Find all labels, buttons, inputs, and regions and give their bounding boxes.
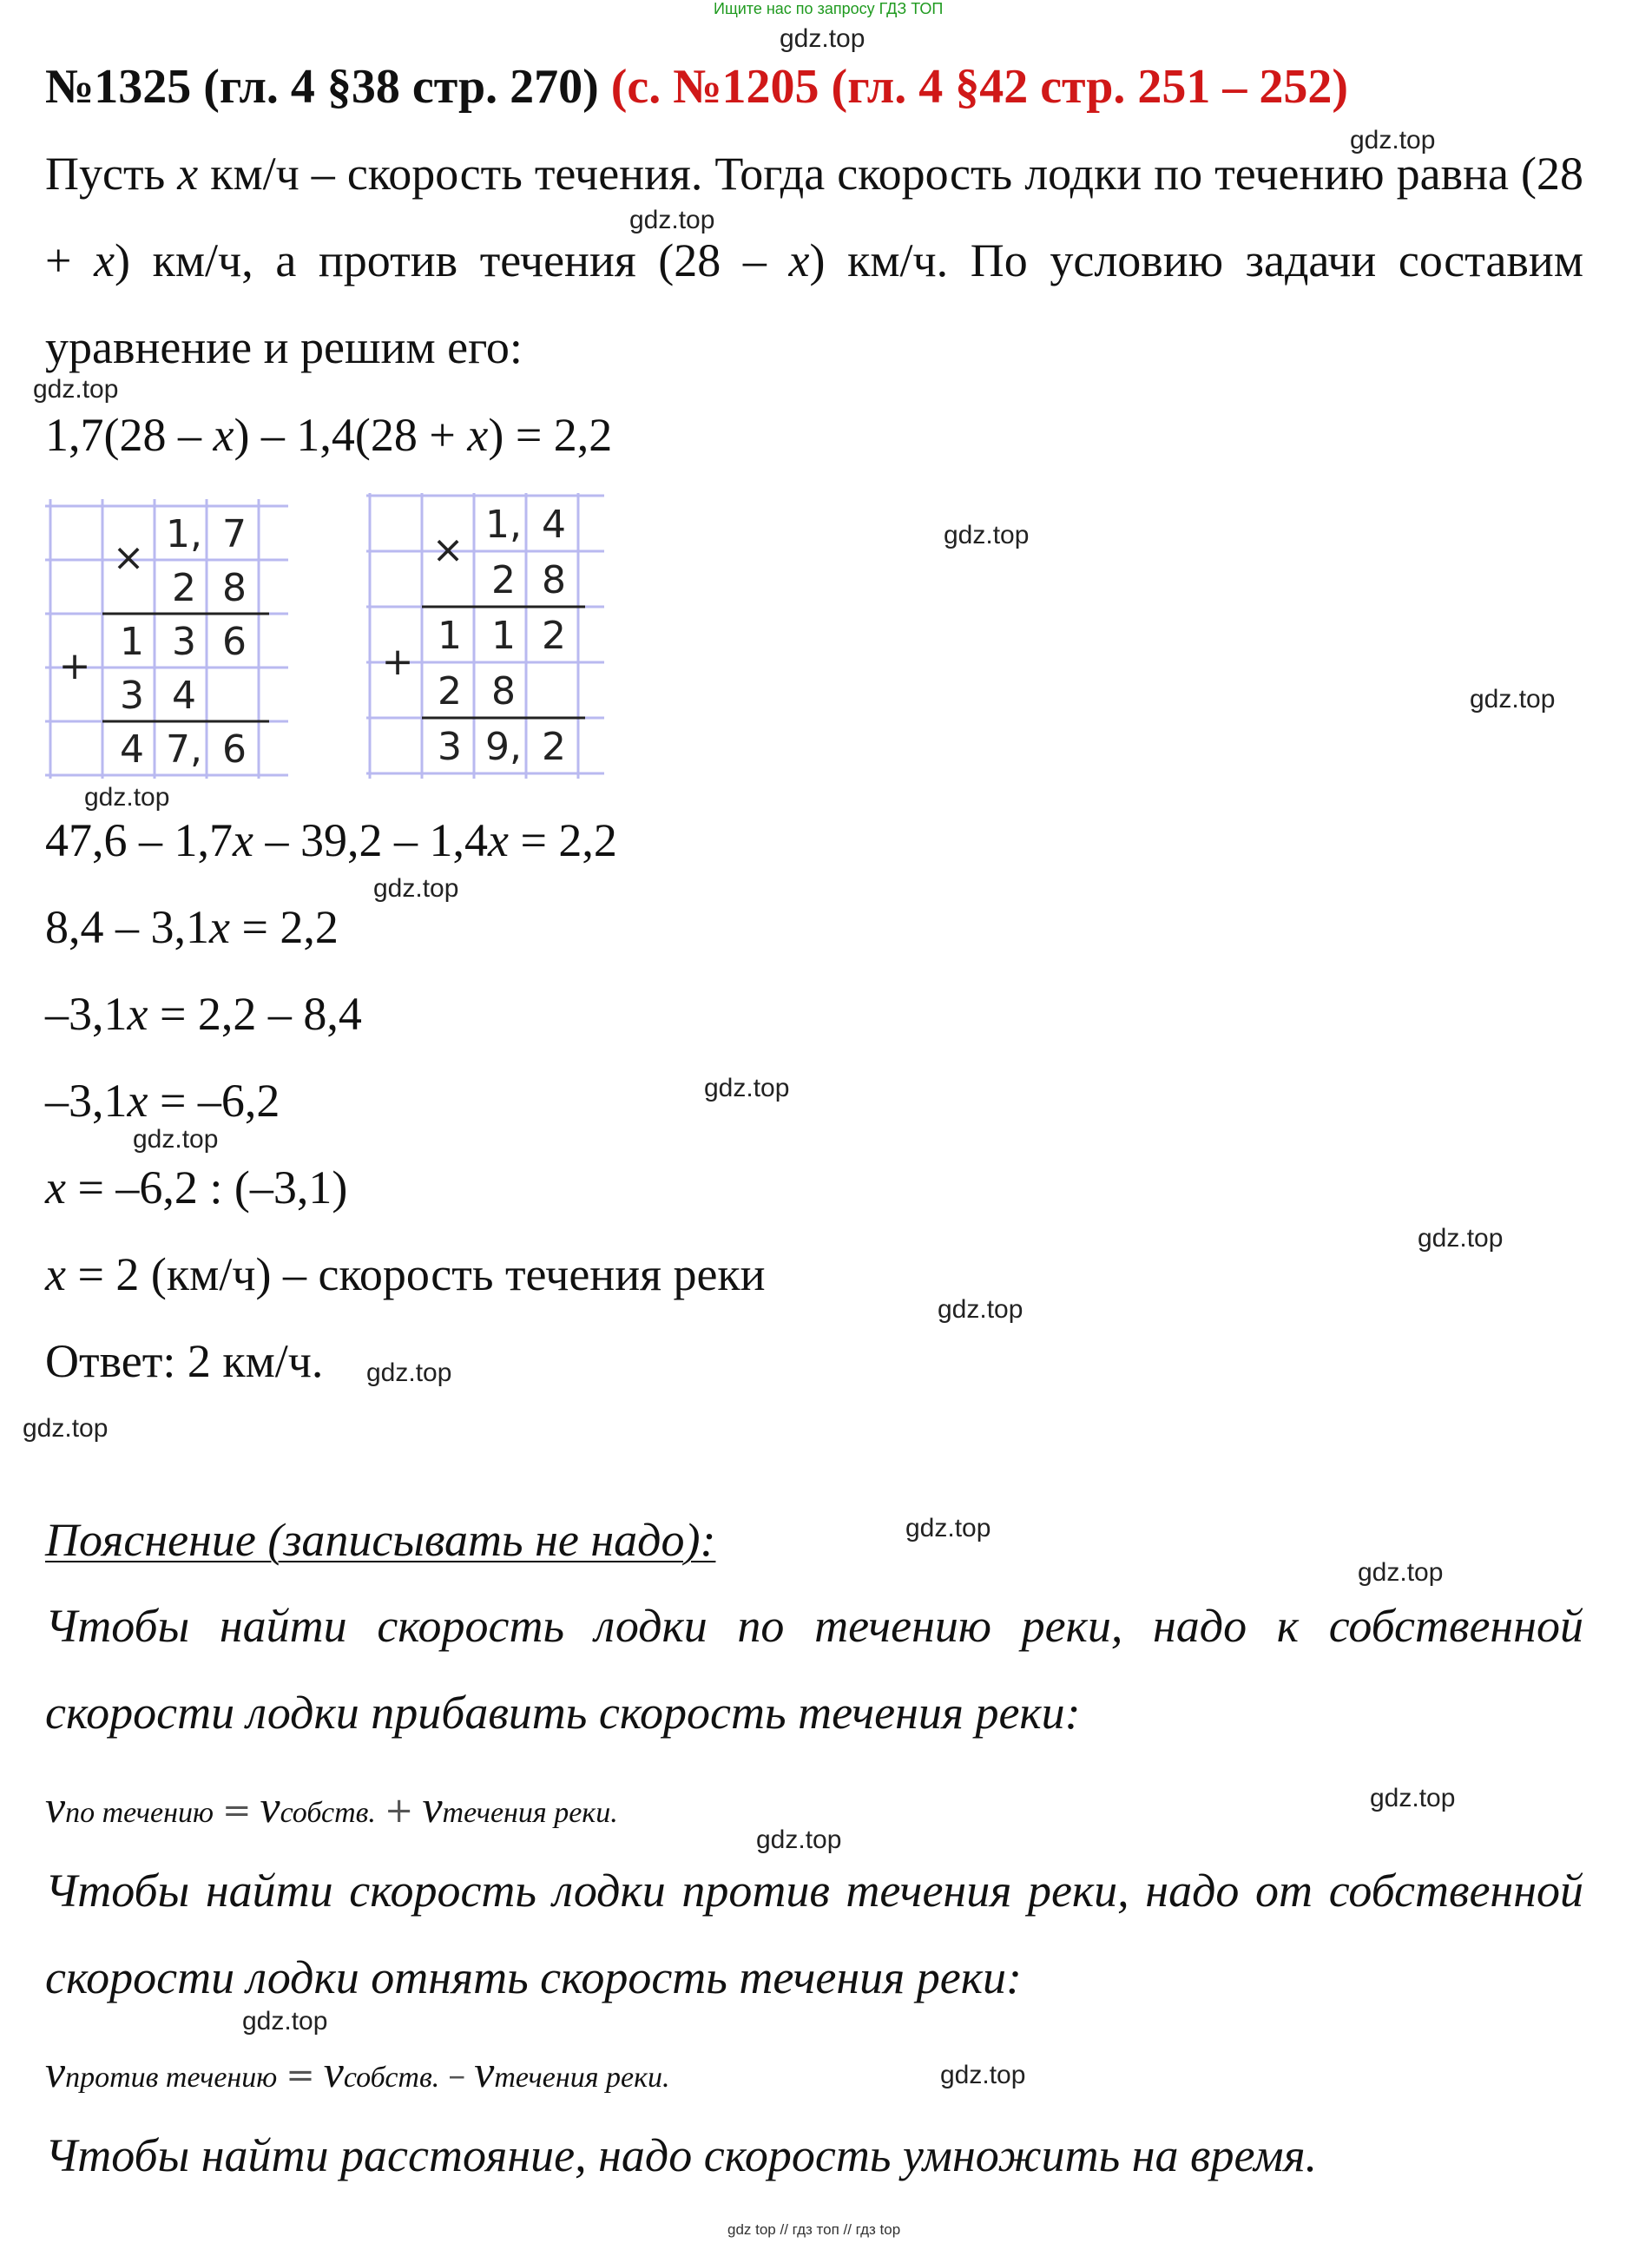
watermark: gdz.top: [33, 375, 119, 404]
intro-var-2: x: [94, 234, 115, 286]
multiply-sign: ×: [112, 536, 145, 580]
explanation-paragraph-2: Чтобы найти скорость лодки против течения реки, надо от собственной скорости лодки отнять скорость течения реки:: [45, 1865, 1583, 2003]
watermark: gdz.top: [780, 24, 865, 53]
page-title: [45, 59, 1348, 115]
multiply-sign: ×: [431, 528, 464, 572]
explanation-heading: Пояснение (записывать не надо):: [45, 1514, 716, 1566]
grid1-r5-c2: 4: [120, 727, 144, 772]
watermark: gdz.top: [1418, 1224, 1504, 1253]
grid2-r2-c3: 2: [491, 558, 516, 602]
formula-upstream: vпротив течению = vсобств. – vтечения реки.: [45, 2048, 670, 2097]
solution-step-3: –3,1x = 2,2 – 8,4: [45, 988, 362, 1040]
grid1-r2-c4: 8: [222, 566, 247, 610]
grid2-r5-c2: 3: [438, 725, 462, 769]
intro-text-3: ) км/ч, а против течения (28 –: [115, 234, 789, 286]
solution-step-6: x = 2 (км/ч) – скорость течения реки: [45, 1248, 766, 1300]
watermark: gdz.top: [704, 1074, 790, 1102]
multiplication-grid-2: [366, 493, 604, 779]
watermark: gdz.top: [1470, 685, 1556, 714]
explanation-paragraph-1: Чтобы найти скорость лодки по течению реки, надо к собственной скорости лодки прибавить скорость течения реки:: [45, 1600, 1583, 1739]
solution-step-2: 8,4 – 3,1x = 2,2: [45, 901, 339, 953]
add-sign: +: [381, 640, 414, 684]
grid1-r4-c2: 3: [120, 674, 144, 718]
explanation-paragraph-3: Чтобы найти расстояние, надо скорость умножить на время.: [45, 2129, 1318, 2181]
watermark: gdz.top: [944, 521, 1030, 549]
watermark: gdz.top: [242, 2007, 328, 2036]
intro-var-3: x: [788, 234, 810, 286]
top-search-note: Ищите нас по запросу ГДЗ ТОП: [714, 0, 944, 17]
multiplication-grid-1: [45, 499, 288, 779]
formula-downstream: vпо течению = vсобств. + vтечения реки.: [45, 1783, 618, 1832]
grid2-r4-c3: 8: [491, 669, 516, 714]
grid2-r4-c2: 2: [438, 669, 462, 714]
grid1-r5-c3: 7,: [166, 727, 202, 772]
watermark: gdz.top: [940, 2061, 1026, 2089]
intro-var-1: x: [177, 148, 199, 200]
solution-step-4: –3,1x = –6,2: [45, 1075, 280, 1127]
title-main: №1325 (гл. 4 §38 стр. 270): [45, 60, 599, 114]
grid2-r5-c4: 2: [542, 725, 566, 769]
watermark: gdz.top: [1370, 1784, 1456, 1812]
grid2-r3-c4: 2: [542, 614, 566, 658]
watermark: gdz.top: [84, 783, 170, 812]
watermark: gdz.top: [366, 1358, 452, 1387]
intro-text-1: Пусть: [45, 148, 178, 200]
problem-intro: [45, 130, 1583, 391]
watermark: gdz.top: [133, 1125, 219, 1154]
grid2-r1-c4: 4: [542, 503, 566, 547]
grid2-r5-c3: 9,: [485, 725, 522, 769]
intro-text-2: км/ч – скорость течения. Тогда скорость лодки по течению равна (28 +: [45, 148, 1583, 286]
solution-step-5: x = –6,2 : (–3,1): [45, 1161, 348, 1214]
grid2-r2-c4: 8: [542, 558, 566, 602]
watermark: gdz.top: [629, 206, 715, 234]
grid1-r1-c4: 7: [222, 512, 247, 556]
grid1-r2-c3: 2: [172, 566, 196, 610]
grid2-r3-c2: 1: [438, 614, 462, 658]
grid1-r4-c3: 4: [172, 674, 196, 718]
title-alt-reference: (с. №1205 (гл. 4 §42 стр. 251 – 252): [610, 60, 1349, 114]
grid2-r3-c3: 1: [491, 614, 516, 658]
watermark: gdz.top: [905, 1514, 991, 1542]
watermark: gdz.top: [1358, 1558, 1444, 1587]
add-sign: +: [58, 644, 91, 688]
watermark: gdz.top: [1350, 126, 1436, 155]
watermark: gdz.top: [756, 1825, 842, 1854]
solution-step-1: 47,6 – 1,7x – 39,2 – 1,4x = 2,2: [45, 814, 617, 866]
grid1-r1-c3: 1,: [166, 512, 202, 556]
grid2-r1-c3: 1,: [485, 503, 522, 547]
watermark: gdz.top: [373, 874, 459, 903]
intro-text-4: ) км/ч. По условию задачи составим уравнение и решим его:: [45, 234, 1583, 373]
main-equation: 1,7(28 – x) – 1,4(28 + x) = 2,2: [45, 409, 613, 461]
grid1-r3-c3: 3: [172, 620, 196, 664]
grid1-r3-c2: 1: [120, 620, 144, 664]
answer-line: Ответ: 2 км/ч.: [45, 1335, 324, 1387]
watermark: gdz.top: [938, 1295, 1023, 1324]
watermark: gdz.top: [23, 1414, 109, 1443]
footer-note: gdz top // гдз топ // гдз top: [727, 2221, 901, 2238]
grid1-r3-c4: 6: [222, 620, 247, 664]
grid1-r5-c4: 6: [222, 727, 247, 772]
